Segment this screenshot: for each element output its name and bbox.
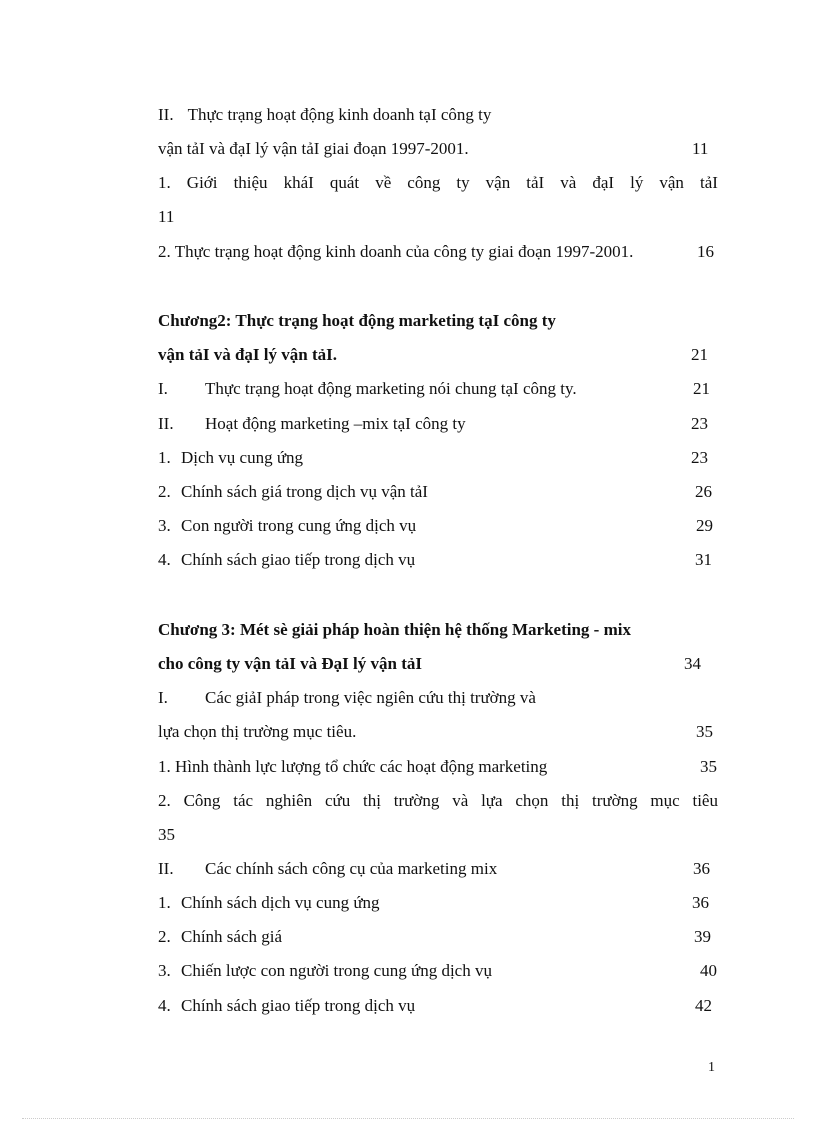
toc-page-number: 26	[695, 482, 712, 501]
chapter-title-text: vận tảI và đạI lý vận tảI.	[158, 345, 338, 364]
toc-text: Chính sách giao tiếp trong dịch vụ	[181, 550, 416, 569]
toc-ch3-item2-page	[158, 823, 718, 847]
toc-page-number: 11	[158, 207, 175, 226]
toc-s2-line1	[158, 103, 718, 127]
toc-page-number: 42	[695, 996, 712, 1015]
toc-word: thị	[561, 791, 580, 810]
toc-ch3-item1	[158, 755, 718, 779]
toc-s2-line2	[158, 137, 718, 161]
toc-word: lý	[630, 173, 644, 192]
toc-text: Chính sách giao tiếp trong dịch vụ	[181, 996, 416, 1015]
toc-ch2-item4	[158, 548, 718, 572]
toc-word: chọn	[515, 791, 549, 810]
toc-word: mục	[650, 791, 680, 810]
toc-ch3-item2	[158, 789, 718, 813]
toc-page-number: 29	[696, 516, 713, 535]
toc-word: Giới	[186, 173, 218, 192]
toc-word: lựa	[481, 791, 503, 810]
toc-text: Chiến lược con người trong cung ứng dịch vụ	[181, 961, 492, 980]
toc-page-number: 36	[692, 893, 709, 912]
toc-word: nghiên	[265, 791, 313, 810]
page-bottom-divider	[22, 1118, 794, 1119]
toc-word: cứu	[324, 791, 351, 810]
toc-s2-item2	[158, 240, 718, 264]
toc-text: lựa chọn thị trường mục tiêu.	[158, 722, 357, 741]
toc-label: II.	[158, 105, 174, 124]
toc-word: trường	[393, 791, 440, 810]
toc-text: Các giảI pháp trong việc ngiên cứu thị trường và	[205, 688, 536, 707]
toc-page-number: 11	[692, 139, 709, 158]
toc-word: đạI	[592, 173, 615, 192]
toc-label: II.	[158, 414, 174, 433]
toc-page-number: 40	[700, 961, 717, 980]
toc-text: Chính sách giá trong dịch vụ vận tảI	[181, 482, 428, 501]
toc-text: 1. Hình thành lực lượng tổ chức các hoạt động marketing	[158, 757, 548, 776]
toc-ch3-secI-cont	[158, 720, 718, 744]
toc-label: 1.	[158, 893, 171, 912]
toc-page-number: 21	[693, 379, 710, 398]
toc-label: 3.	[158, 961, 171, 980]
page-footer-number: 1	[708, 1060, 715, 1075]
toc-text: 2. Thực trạng hoạt động kinh doanh của công ty giai đoạn 1997-2001.	[158, 242, 634, 261]
toc-page-number: 21	[691, 345, 708, 364]
toc-word: về	[375, 173, 392, 192]
toc-word: Công	[183, 791, 221, 810]
chapter-title-text: Chương 3: Mét sè giải pháp hoàn thiện hệ thống Marketing - mix	[158, 620, 631, 639]
chapter2-title	[158, 309, 718, 333]
chapter-title-text: cho công ty vận tảI và ĐạI lý vận tảI	[158, 654, 422, 673]
toc-word: ty	[456, 173, 470, 192]
toc-page-number: 23	[691, 448, 708, 467]
toc-word: vận	[659, 173, 684, 192]
toc-text: vận tảI và đạI lý vận tảI giai đoạn 1997-2001.	[158, 139, 469, 158]
toc-page-number: 16	[697, 242, 714, 261]
toc-text: Chính sách giá	[181, 927, 283, 946]
toc-word: kháI	[283, 173, 314, 192]
toc-word: quát	[329, 173, 360, 192]
toc-label: II.	[158, 859, 174, 878]
toc-ch2-secI	[158, 377, 718, 401]
toc-page-number: 35	[696, 722, 713, 741]
toc-text: Thực trạng hoạt động kinh doanh tạI công ty	[187, 105, 492, 124]
chapter3-title-cont	[158, 652, 718, 676]
toc-word: tảI	[699, 173, 718, 192]
toc-page-number: 23	[691, 414, 708, 433]
toc-word: thị	[363, 791, 381, 810]
toc-ch2-item3	[158, 514, 718, 538]
toc-ch2-secII	[158, 412, 718, 436]
toc-label: 1.	[158, 448, 171, 467]
toc-word: và	[560, 173, 577, 192]
toc-ch3-item-1	[158, 891, 718, 915]
toc-s2-item1-page	[158, 205, 718, 229]
toc-word: tảI	[526, 173, 545, 192]
toc-text: Con người trong cung ứng dịch vụ	[181, 516, 417, 535]
toc-ch3-item-2	[158, 925, 718, 949]
toc-ch2-item2	[158, 480, 718, 504]
toc-label: I.	[158, 688, 168, 707]
toc-ch3-secII	[158, 857, 718, 881]
toc-page-number: 31	[695, 550, 712, 569]
toc-word: 1.	[158, 173, 171, 192]
toc-word: tiêu	[692, 791, 718, 810]
toc-word: công	[407, 173, 441, 192]
chapter3-title	[158, 618, 718, 642]
toc-ch3-secI	[158, 686, 718, 710]
toc-ch3-item-4	[158, 994, 718, 1018]
toc-word: thiệu	[233, 173, 268, 192]
toc-text: Chính sách dịch vụ cung ứng	[181, 893, 380, 912]
toc-word: và	[452, 791, 469, 810]
toc-label: 4.	[158, 550, 171, 569]
toc-word: vận	[485, 173, 511, 192]
toc-label: 2.	[158, 482, 171, 501]
toc-page-number: 35	[158, 825, 175, 844]
chapter-title-text: Chương2: Thực trạng hoạt động marketing tạI công ty	[158, 311, 556, 330]
toc-text: Hoạt động marketing –mix tạI công ty	[205, 414, 466, 433]
toc-label: 4.	[158, 996, 171, 1015]
toc-page-number: 35	[700, 757, 717, 776]
toc-label: 3.	[158, 516, 171, 535]
toc-label: 2.	[158, 927, 171, 946]
chapter2-title-cont	[158, 343, 718, 367]
toc-word: trường	[591, 791, 638, 810]
toc-page-number: 36	[693, 859, 710, 878]
toc-page-number: 34	[684, 654, 701, 673]
toc-text: Dịch vụ cung ứng	[181, 448, 304, 467]
toc-ch3-item-3	[158, 959, 718, 983]
toc-s2-item1	[158, 171, 718, 195]
toc-word: tác	[233, 791, 254, 810]
toc-label: I.	[158, 379, 168, 398]
toc-page-number: 39	[694, 927, 711, 946]
toc-text: Thực trạng hoạt động marketing nói chung tạI công ty.	[205, 379, 577, 398]
toc-ch2-item1	[158, 446, 718, 470]
toc-word: 2.	[158, 791, 171, 810]
toc-text: Các chính sách công cụ của marketing mix	[205, 859, 498, 878]
